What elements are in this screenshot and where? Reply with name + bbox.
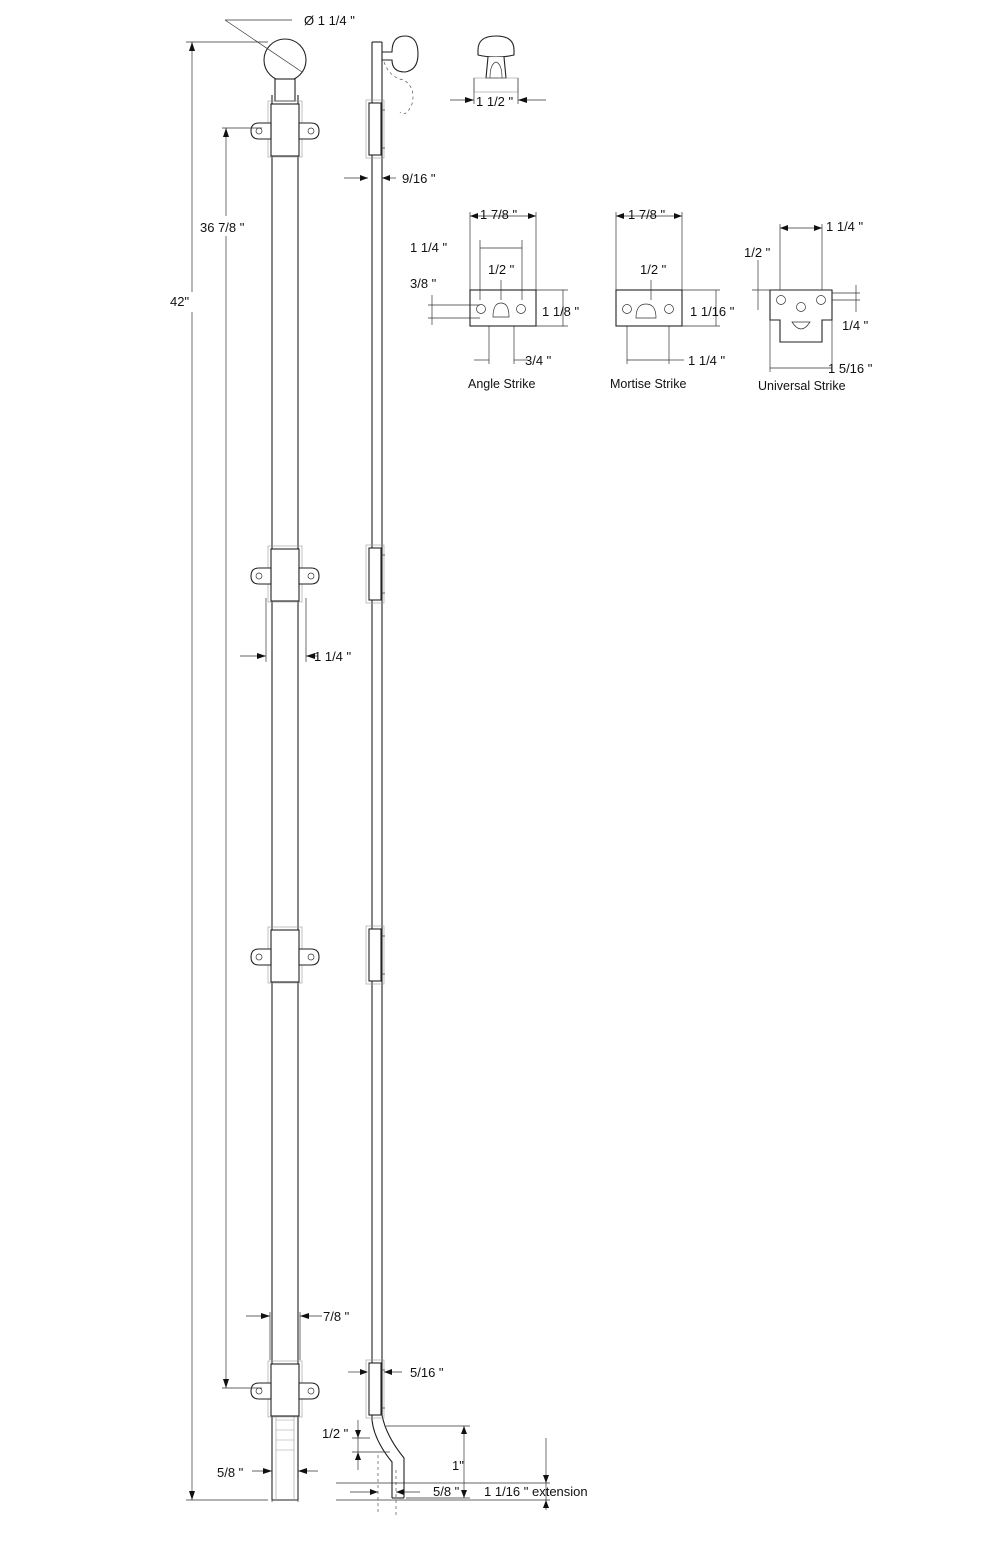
- angle-strike-height-label: 1 1/8 ": [542, 304, 580, 319]
- dim-bolt-offset: [348, 1365, 444, 1380]
- mortise-strike-plate: [616, 290, 682, 326]
- offset-label: 9/16 ": [402, 171, 436, 186]
- mortise-strike-width-label: 1 7/8 ": [628, 207, 666, 222]
- front-view: [251, 39, 319, 1500]
- knob-detail: [450, 36, 546, 109]
- universal-strike-hole-offset-label: 1/2 ": [744, 245, 771, 260]
- guide-width-label: 1 1/4 ": [314, 649, 352, 664]
- angle-strike-caption: Angle Strike: [468, 377, 536, 391]
- mortise-strike-height-label: 1 1/16 ": [690, 304, 735, 319]
- angle-strike-width-label: 1 7/8 ": [480, 207, 518, 222]
- front-bracket-1: [251, 101, 319, 157]
- front-bracket-2: [251, 546, 319, 602]
- bolt-bend-label: 1/2 ": [322, 1426, 349, 1441]
- mortise-strike-center-label: 1/2 ": [640, 262, 667, 277]
- knob-width-label: 1 1/2 ": [476, 94, 514, 109]
- universal-strike-caption: Universal Strike: [758, 379, 846, 393]
- universal-strike-overall-label: 1 5/16 ": [828, 361, 873, 376]
- angle-strike-center-label: 1/2 ": [488, 262, 515, 277]
- dim-offset: [344, 171, 436, 186]
- extension-label: 1 1/16 " extension: [484, 1484, 588, 1499]
- universal-strike-height-label: 1/4 ": [842, 318, 869, 333]
- mortise-strike: [610, 207, 735, 391]
- universal-strike: [744, 219, 873, 393]
- angle-strike-hole-offset-label: 3/8 ": [410, 276, 437, 291]
- dim-extension: [336, 1438, 588, 1515]
- knob-diameter-label: Ø 1 1/4 ": [304, 13, 355, 28]
- front-bracket-4: [251, 1361, 319, 1417]
- angle-strike-slot-label: 3/4 ": [525, 353, 552, 368]
- overall-length-label: 42": [170, 294, 190, 309]
- universal-strike-width-label: 1 1/4 ": [826, 219, 864, 234]
- bolt-bend-right: [382, 1415, 404, 1498]
- angle-strike-spacing-label: 1 1/4 ": [410, 240, 448, 255]
- dim-guide-width: [240, 598, 352, 664]
- side-view: [366, 36, 418, 1498]
- mortise-strike-caption: Mortise Strike: [610, 377, 687, 391]
- angle-strike: [410, 207, 580, 391]
- guide-span-label: 36 7/8 ": [200, 220, 245, 235]
- bolt-offset-label: 5/16 ": [410, 1365, 444, 1380]
- bolt-bend-left: [372, 1420, 392, 1498]
- dim-guide-span: [200, 128, 262, 1388]
- knob-stem: [275, 79, 295, 101]
- rod-diameter-label: 5/8 ": [217, 1465, 244, 1480]
- mortise-strike-spacing-label: 1 1/4 ": [688, 353, 726, 368]
- bolt-rise-label: 1": [452, 1458, 464, 1473]
- dim-overall-length: [170, 42, 268, 1500]
- knob-top: [264, 39, 306, 81]
- side-knob: [382, 36, 418, 72]
- universal-strike-plate: [770, 290, 832, 342]
- rod-diameter-side-label: 5/8 ": [433, 1484, 460, 1499]
- front-bracket-3: [251, 927, 319, 983]
- dim-rod-diameter: [217, 1465, 318, 1502]
- bolt-width-label: 7/8 ": [323, 1309, 350, 1324]
